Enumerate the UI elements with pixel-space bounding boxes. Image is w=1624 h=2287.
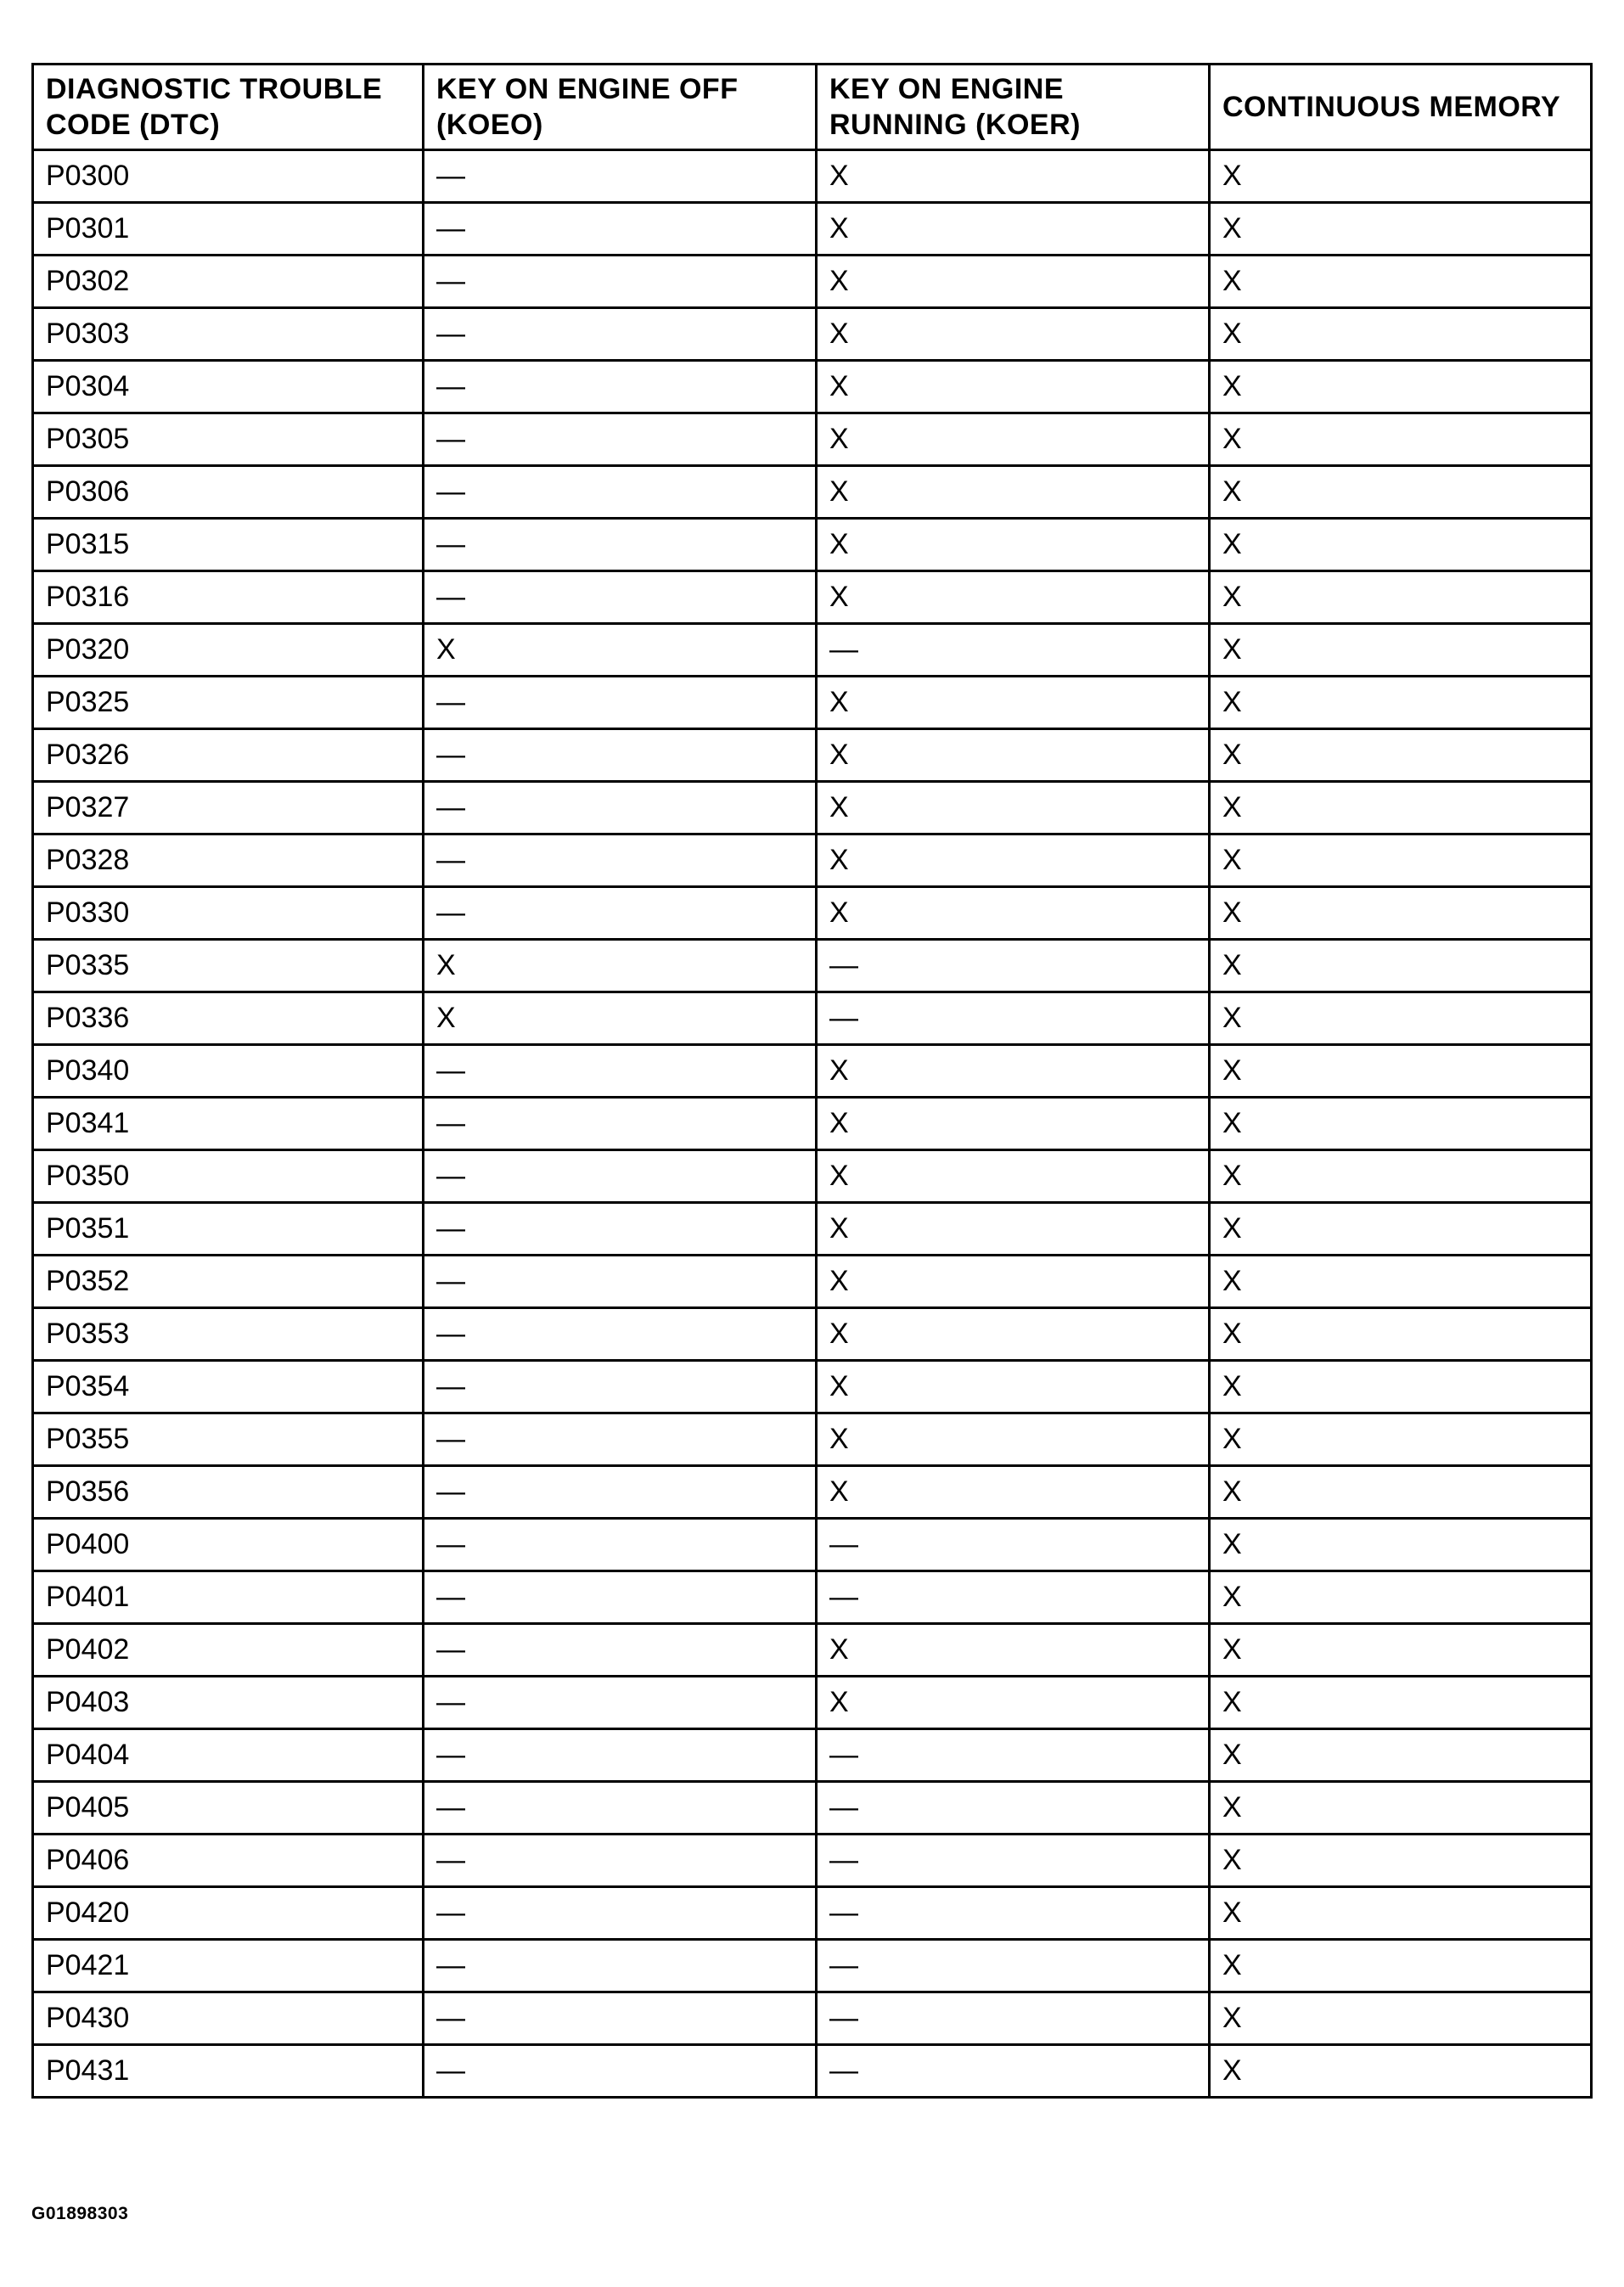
dtc-code-cell: P0340 xyxy=(33,1045,424,1098)
koer-cell: X xyxy=(817,1098,1210,1150)
koer-cell: X xyxy=(817,308,1210,361)
koeo-cell: — xyxy=(424,1571,817,1624)
continuous-memory-cell: X xyxy=(1210,1571,1592,1624)
continuous-memory-cell: X xyxy=(1210,466,1592,519)
koer-cell: X xyxy=(817,466,1210,519)
koeo-cell: — xyxy=(424,1887,817,1940)
table-row xyxy=(33,887,1592,940)
koeo-cell: — xyxy=(424,1361,817,1413)
dtc-code-cell: P0353 xyxy=(33,1308,424,1361)
dtc-code-cell: P0303 xyxy=(33,308,424,361)
header-koer: KEY ON ENGINE RUNNING (KOER) xyxy=(817,65,1210,150)
koer-cell: — xyxy=(817,992,1210,1045)
dtc-code-cell: P0351 xyxy=(33,1203,424,1256)
continuous-memory-cell: X xyxy=(1210,256,1592,308)
continuous-memory-cell: X xyxy=(1210,519,1592,571)
continuous-memory-cell: X xyxy=(1210,1835,1592,1887)
table-row xyxy=(33,677,1592,729)
koer-cell: X xyxy=(817,834,1210,887)
header-dtc: DIAGNOSTIC TROUBLE CODE (DTC) xyxy=(33,65,424,150)
figure-id: G01898303 xyxy=(31,2204,129,2223)
continuous-memory-cell: X xyxy=(1210,571,1592,624)
koeo-cell: — xyxy=(424,1729,817,1782)
koer-cell: X xyxy=(817,1308,1210,1361)
dtc-code-cell: P0401 xyxy=(33,1571,424,1624)
table-row xyxy=(33,1677,1592,1729)
koeo-cell: — xyxy=(424,2045,817,2098)
table-row xyxy=(33,466,1592,519)
koer-cell: X xyxy=(817,729,1210,782)
dtc-code-cell: P0300 xyxy=(33,150,424,203)
koeo-cell: — xyxy=(424,1835,817,1887)
koeo-cell: — xyxy=(424,519,817,571)
header-koeo: KEY ON ENGINE OFF (KOEO) xyxy=(424,65,817,150)
dtc-code-cell: P0354 xyxy=(33,1361,424,1413)
dtc-code-cell: P0302 xyxy=(33,256,424,308)
koer-cell: X xyxy=(817,1203,1210,1256)
koeo-cell: — xyxy=(424,1782,817,1835)
koeo-cell: — xyxy=(424,203,817,256)
continuous-memory-cell: X xyxy=(1210,887,1592,940)
dtc-code-cell: P0404 xyxy=(33,1729,424,1782)
dtc-code-cell: P0356 xyxy=(33,1466,424,1519)
koer-cell: X xyxy=(817,203,1210,256)
koer-cell: X xyxy=(817,361,1210,413)
table-row xyxy=(33,729,1592,782)
dtc-code-cell: P0431 xyxy=(33,2045,424,2098)
koer-cell: X xyxy=(817,1624,1210,1677)
table-row xyxy=(33,1203,1592,1256)
koer-cell: X xyxy=(817,1150,1210,1203)
table-row xyxy=(33,1308,1592,1361)
dtc-code-cell: P0402 xyxy=(33,1624,424,1677)
dtc-code-cell: P0420 xyxy=(33,1887,424,1940)
table-row xyxy=(33,1256,1592,1308)
dtc-code-cell: P0352 xyxy=(33,1256,424,1308)
table-row xyxy=(33,1150,1592,1203)
koer-cell: X xyxy=(817,1256,1210,1308)
koer-cell: — xyxy=(817,1729,1210,1782)
koeo-cell: — xyxy=(424,1045,817,1098)
dtc-code-cell: P0335 xyxy=(33,940,424,992)
koer-cell: — xyxy=(817,1835,1210,1887)
koer-cell: X xyxy=(817,1413,1210,1466)
koer-cell: — xyxy=(817,1992,1210,2045)
koer-cell: X xyxy=(817,413,1210,466)
table-row xyxy=(33,1045,1592,1098)
table-row xyxy=(33,150,1592,203)
koer-cell: — xyxy=(817,1571,1210,1624)
koer-cell: X xyxy=(817,256,1210,308)
dtc-code-cell: P0325 xyxy=(33,677,424,729)
table-row xyxy=(33,413,1592,466)
continuous-memory-cell: X xyxy=(1210,1677,1592,1729)
koeo-cell: — xyxy=(424,1466,817,1519)
continuous-memory-cell: X xyxy=(1210,1519,1592,1571)
continuous-memory-cell: X xyxy=(1210,1256,1592,1308)
dtc-code-cell: P0341 xyxy=(33,1098,424,1150)
dtc-code-cell: P0355 xyxy=(33,1413,424,1466)
continuous-memory-cell: X xyxy=(1210,1782,1592,1835)
koer-cell: — xyxy=(817,1940,1210,1992)
koeo-cell: — xyxy=(424,256,817,308)
koeo-cell: — xyxy=(424,1098,817,1150)
table-row xyxy=(33,2045,1592,2098)
koeo-cell: X xyxy=(424,940,817,992)
dtc-code-cell: P0328 xyxy=(33,834,424,887)
koeo-cell: X xyxy=(424,624,817,677)
koeo-cell: — xyxy=(424,834,817,887)
koeo-cell: — xyxy=(424,571,817,624)
koer-cell: — xyxy=(817,940,1210,992)
table-row xyxy=(33,1782,1592,1835)
dtc-code-cell: P0330 xyxy=(33,887,424,940)
table-row xyxy=(33,1571,1592,1624)
continuous-memory-cell: X xyxy=(1210,1729,1592,1782)
table-row xyxy=(33,203,1592,256)
continuous-memory-cell: X xyxy=(1210,729,1592,782)
dtc-code-cell: P0430 xyxy=(33,1992,424,2045)
koeo-cell: — xyxy=(424,1992,817,2045)
dtc-code-cell: P0400 xyxy=(33,1519,424,1571)
table-row xyxy=(33,361,1592,413)
koer-cell: X xyxy=(817,677,1210,729)
continuous-memory-cell: X xyxy=(1210,1624,1592,1677)
continuous-memory-cell: X xyxy=(1210,1992,1592,2045)
table-row xyxy=(33,1835,1592,1887)
koeo-cell: — xyxy=(424,1308,817,1361)
dtc-code-cell: P0306 xyxy=(33,466,424,519)
table-row xyxy=(33,256,1592,308)
dtc-code-cell: P0320 xyxy=(33,624,424,677)
koer-cell: X xyxy=(817,519,1210,571)
continuous-memory-cell: X xyxy=(1210,413,1592,466)
table-row xyxy=(33,1519,1592,1571)
koeo-cell: — xyxy=(424,413,817,466)
table-row xyxy=(33,782,1592,834)
table-row xyxy=(33,1992,1592,2045)
table-row xyxy=(33,624,1592,677)
koer-cell: X xyxy=(817,887,1210,940)
continuous-memory-cell: X xyxy=(1210,1308,1592,1361)
koeo-cell: — xyxy=(424,1203,817,1256)
koeo-cell: — xyxy=(424,1940,817,1992)
continuous-memory-cell: X xyxy=(1210,1045,1592,1098)
continuous-memory-cell: X xyxy=(1210,1150,1592,1203)
koeo-cell: — xyxy=(424,1256,817,1308)
koeo-cell: — xyxy=(424,782,817,834)
koeo-cell: — xyxy=(424,887,817,940)
koer-cell: — xyxy=(817,2045,1210,2098)
continuous-memory-cell: X xyxy=(1210,1203,1592,1256)
koeo-cell: — xyxy=(424,1677,817,1729)
dtc-code-cell: P0316 xyxy=(33,571,424,624)
continuous-memory-cell: X xyxy=(1210,1361,1592,1413)
continuous-memory-cell: X xyxy=(1210,1940,1592,1992)
table-row xyxy=(33,1361,1592,1413)
koer-cell: — xyxy=(817,1782,1210,1835)
koer-cell: X xyxy=(817,782,1210,834)
koeo-cell: — xyxy=(424,466,817,519)
continuous-memory-cell: X xyxy=(1210,677,1592,729)
koeo-cell: — xyxy=(424,1413,817,1466)
dtc-code-cell: P0350 xyxy=(33,1150,424,1203)
table-row xyxy=(33,834,1592,887)
koeo-cell: — xyxy=(424,308,817,361)
table-row xyxy=(33,992,1592,1045)
table-row xyxy=(33,940,1592,992)
koer-cell: X xyxy=(817,1045,1210,1098)
header-row xyxy=(33,65,1592,150)
table-row xyxy=(33,571,1592,624)
continuous-memory-cell: X xyxy=(1210,1098,1592,1150)
table-row xyxy=(33,308,1592,361)
table-row xyxy=(33,1940,1592,1992)
continuous-memory-cell: X xyxy=(1210,1466,1592,1519)
koeo-cell: — xyxy=(424,150,817,203)
koer-cell: X xyxy=(817,1677,1210,1729)
koeo-cell: — xyxy=(424,1150,817,1203)
koeo-cell: — xyxy=(424,677,817,729)
koer-cell: — xyxy=(817,624,1210,677)
header-continuous-memory: CONTINUOUS MEMORY xyxy=(1210,65,1592,150)
koeo-cell: — xyxy=(424,1624,817,1677)
continuous-memory-cell: X xyxy=(1210,1887,1592,1940)
dtc-code-cell: P0406 xyxy=(33,1835,424,1887)
koer-cell: X xyxy=(817,150,1210,203)
continuous-memory-cell: X xyxy=(1210,992,1592,1045)
continuous-memory-cell: X xyxy=(1210,834,1592,887)
table-row xyxy=(33,1466,1592,1519)
table-row xyxy=(33,1624,1592,1677)
table-header xyxy=(33,65,1592,150)
koeo-cell: — xyxy=(424,361,817,413)
table-body xyxy=(33,150,1592,2098)
continuous-memory-cell: X xyxy=(1210,203,1592,256)
dtc-code-cell: P0403 xyxy=(33,1677,424,1729)
dtc-code-cell: P0421 xyxy=(33,1940,424,1992)
table-row xyxy=(33,1729,1592,1782)
dtc-code-cell: P0304 xyxy=(33,361,424,413)
koer-cell: — xyxy=(817,1519,1210,1571)
dtc-code-cell: P0336 xyxy=(33,992,424,1045)
koer-cell: X xyxy=(817,1361,1210,1413)
continuous-memory-cell: X xyxy=(1210,624,1592,677)
table-row xyxy=(33,519,1592,571)
continuous-memory-cell: X xyxy=(1210,940,1592,992)
koer-cell: — xyxy=(817,1887,1210,1940)
dtc-code-cell: P0301 xyxy=(33,203,424,256)
koeo-cell: — xyxy=(424,729,817,782)
continuous-memory-cell: X xyxy=(1210,150,1592,203)
continuous-memory-cell: X xyxy=(1210,361,1592,413)
continuous-memory-cell: X xyxy=(1210,308,1592,361)
table-row xyxy=(33,1887,1592,1940)
koer-cell: X xyxy=(817,571,1210,624)
koeo-cell: X xyxy=(424,992,817,1045)
dtc-code-cell: P0405 xyxy=(33,1782,424,1835)
table-row xyxy=(33,1098,1592,1150)
koeo-cell: — xyxy=(424,1519,817,1571)
continuous-memory-cell: X xyxy=(1210,1413,1592,1466)
dtc-table xyxy=(31,63,1593,2099)
dtc-code-cell: P0305 xyxy=(33,413,424,466)
dtc-code-cell: P0327 xyxy=(33,782,424,834)
koer-cell: X xyxy=(817,1466,1210,1519)
continuous-memory-cell: X xyxy=(1210,2045,1592,2098)
continuous-memory-cell: X xyxy=(1210,782,1592,834)
dtc-code-cell: P0315 xyxy=(33,519,424,571)
dtc-code-cell: P0326 xyxy=(33,729,424,782)
table-row xyxy=(33,1413,1592,1466)
